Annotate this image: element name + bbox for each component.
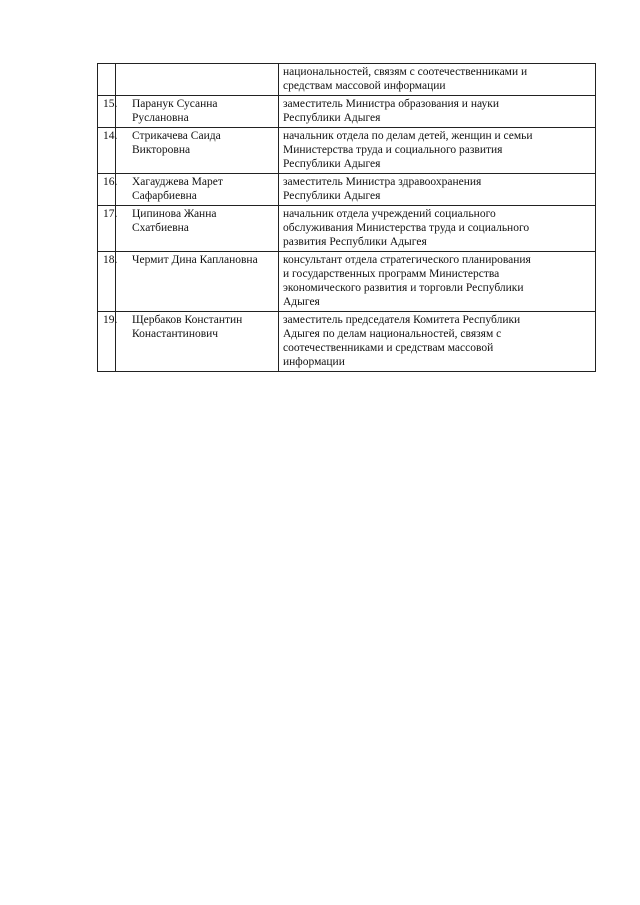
member-name: Паранук Сусанна Руслановна — [116, 96, 279, 128]
member-name: Чермит Дина Каплановна — [116, 252, 279, 312]
member-position: консультант отдела стратегического планирования и государственных программ Министерства экономического развития и торговли Республики Адыгея — [279, 252, 596, 312]
member-position: начальник отдела учреждений социального обслуживания Министерства труда и социального развития Республики Адыгея — [279, 206, 596, 252]
member-name: Хагауджева Марет Сафарбиевна — [116, 174, 279, 206]
table-row — [98, 312, 596, 372]
row-number: 17. — [98, 206, 116, 252]
member-position: заместитель Министра здравоохранения Республики Адыгея — [279, 174, 596, 206]
member-name: Щербаков Константин Конастантинович — [116, 312, 279, 372]
row-number: 16. — [98, 174, 116, 206]
table-row — [98, 128, 596, 174]
row-number: 15. — [98, 96, 116, 128]
table-row — [98, 252, 596, 312]
row-number: 19. — [98, 312, 116, 372]
table-row — [98, 174, 596, 206]
members-table — [97, 63, 596, 372]
row-number: 14. — [98, 128, 116, 174]
member-name: Ципинова Жанна Схатбиевна — [116, 206, 279, 252]
member-position: заместитель председателя Комитета Республики Адыгея по делам национальностей, связям с соотечественниками и средствам массовой информации — [279, 312, 596, 372]
member-position: заместитель Министра образования и науки Республики Адыгея — [279, 96, 596, 128]
member-name — [116, 64, 279, 96]
member-position: начальник отдела по делам детей, женщин и семьи Министерства труда и социального развития Республики Адыгея — [279, 128, 596, 174]
row-number — [98, 64, 116, 96]
table-row — [98, 96, 596, 128]
member-position: национальностей, связям с соотечественниками и средствам массовой информации — [279, 64, 596, 96]
row-number: 18. — [98, 252, 116, 312]
table-row — [98, 206, 596, 252]
member-name: Стрикачева Саида Викторовна — [116, 128, 279, 174]
table-row — [98, 64, 596, 96]
